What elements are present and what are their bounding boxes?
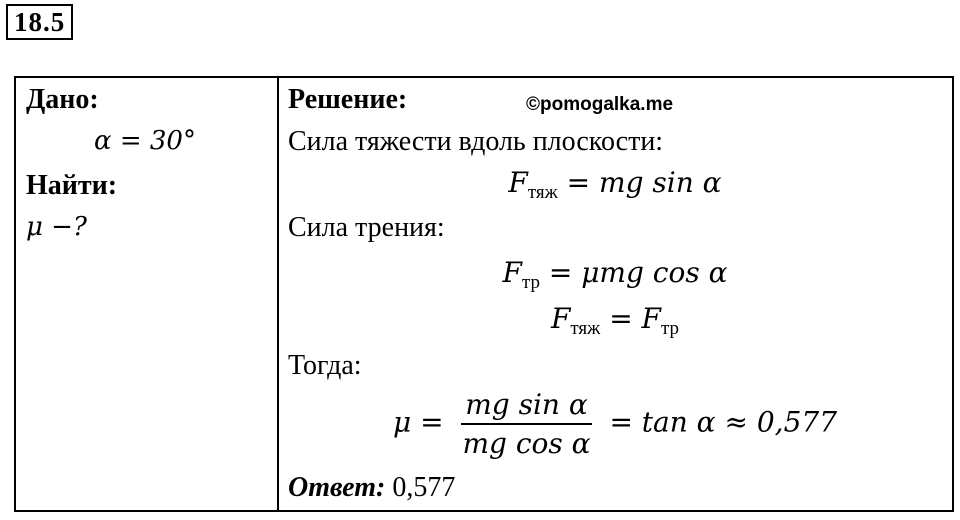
find-value: μ −? [26,212,87,242]
solution-heading: Решение: [288,84,408,115]
given-angle: α = 30° [94,126,196,156]
solution-table [14,76,954,512]
balance-equation: $F_{тяж} = F_{тр}$ [550,302,680,339]
friction-line: Сила трения: [288,212,445,243]
answer-label: Ответ: [288,472,386,503]
problem-number: 18.5 [6,4,73,40]
fraction-denominator: mg cos α [462,427,591,460]
gravity-line: Сила тяжести вдоль плоскости: [288,126,664,157]
then-line: Тогда: [288,350,362,381]
friction-equation: $F_{тр} = \mu mg$ cos α [502,256,728,293]
gravity-equation: $F_{тяж}$ = mg sin α [508,166,722,203]
answer-line [288,472,455,504]
watermark: ©pomogalka.me [526,94,674,115]
given-heading: Дано: [26,84,99,115]
fraction-numerator: mg sin α [461,388,592,425]
column-divider [277,78,279,510]
answer-value: 0,577 [385,472,456,503]
result-fraction [458,388,594,460]
result-equation: μ = $\frac{\text{mg sin α}}{\text{mg cos α}}$ = tan α ≈ 0,577 [392,388,838,460]
find-heading: Найти: [26,170,118,201]
